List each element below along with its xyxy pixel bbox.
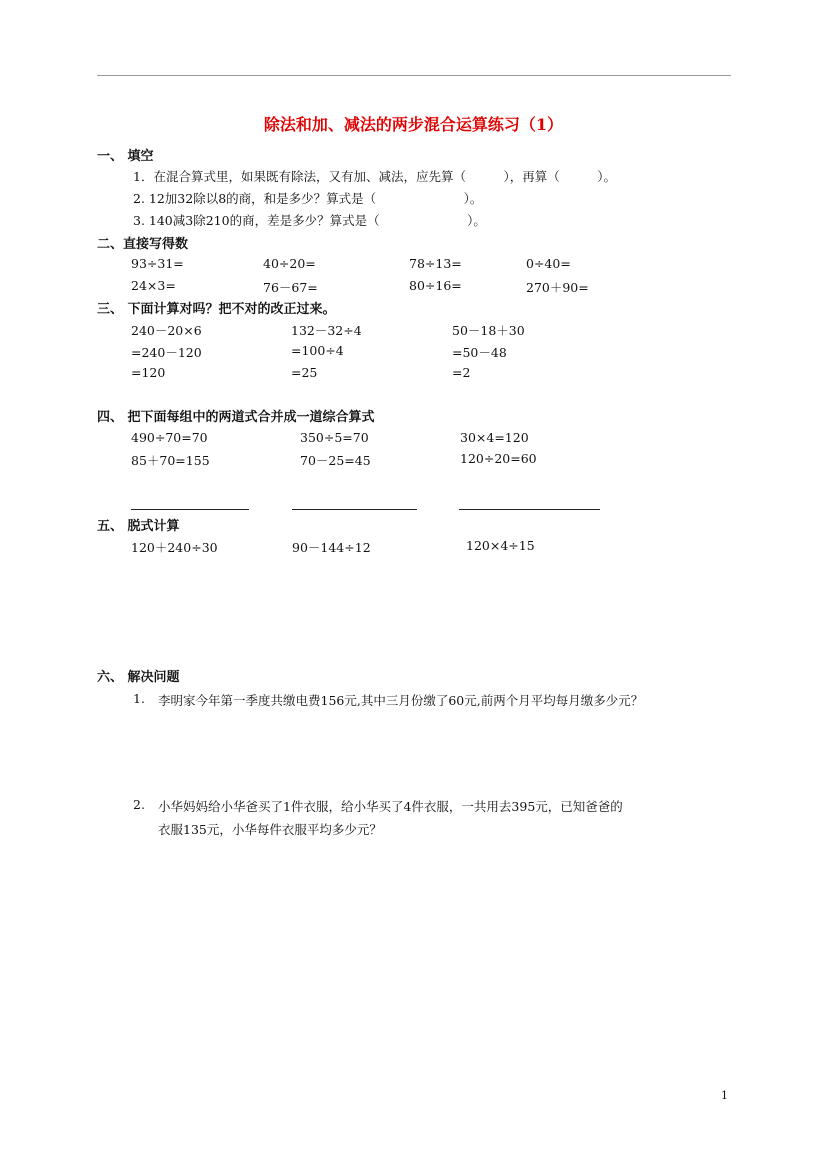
- check-calc-step: 240－20×6: [131, 323, 202, 338]
- answer-line: [131, 509, 249, 510]
- direct-answer-item: 40÷20=: [263, 256, 316, 271]
- step-calc-item: 120＋240÷30: [131, 540, 218, 555]
- check-calc-step: 50－18＋30: [452, 323, 525, 338]
- fill-blank-item-1: 1．在混合算式里，如果既有除法，又有加、减法，应先算（ ），再算（ ）。: [133, 169, 616, 184]
- section-heading-step-calc: 五、 脱式计算: [97, 519, 180, 534]
- fill-blank-item-3: 3. 140减3除210的商，差是多少？算式是（ ）。: [133, 213, 486, 228]
- step-calc-item: 120×4÷15: [466, 538, 535, 553]
- check-calc-step: =120: [131, 365, 166, 380]
- section-heading-direct-answer: 二、直接写得数: [97, 237, 189, 252]
- combine-item: 30×4=120: [460, 430, 529, 445]
- answer-line: [459, 509, 600, 510]
- check-calc-step: =240－120: [131, 345, 202, 360]
- check-calc-step: =2: [452, 365, 471, 380]
- check-calc-step: 132－32÷4: [291, 323, 362, 338]
- direct-answer-item: 93÷31=: [131, 256, 184, 271]
- combine-item: 490÷70=70: [131, 430, 208, 445]
- direct-answer-item: 0÷40=: [526, 256, 571, 271]
- check-calc-step: =25: [291, 365, 318, 380]
- problem-text: 小华妈妈给小华爸买了1件衣服，给小华买了4件衣服，一共用去395元，已知爸爸的: [158, 799, 623, 814]
- direct-answer-item: 76－67=: [263, 280, 318, 295]
- direct-answer-item: 24×3=: [131, 278, 176, 293]
- step-calc-item: 90－144÷12: [292, 540, 371, 555]
- section-heading-check-calc: 三、 下面计算对吗？把不对的改正过来。: [97, 302, 336, 317]
- check-calc-step: =100÷4: [291, 343, 344, 358]
- combine-item: 120÷20=60: [460, 451, 537, 466]
- problem-number: 2.: [133, 797, 145, 812]
- check-calc-step: =50－48: [452, 345, 507, 360]
- header-rule: [97, 75, 731, 76]
- fill-blank-item-2: 2. 12加32除以8的商，和是多少？算式是（ ）。: [133, 191, 483, 206]
- problem-text: 李明家今年第一季度共缴电费156元,其中三月份缴了60元,前两个月平均每月缴多少元？: [158, 693, 644, 708]
- combine-item: 350÷5=70: [300, 430, 369, 445]
- problem-number: 1.: [133, 691, 145, 706]
- answer-line: [292, 509, 417, 510]
- section-heading-fill-blank: 一、 填空: [97, 149, 154, 164]
- direct-answer-item: 80÷16=: [409, 278, 462, 293]
- section-heading-word-problems: 六、 解决问题: [97, 670, 180, 685]
- direct-answer-item: 270＋90=: [526, 280, 589, 295]
- direct-answer-item: 78÷13=: [409, 256, 462, 271]
- page-title: 除法和加、减法的两步混合运算练习（1）: [263, 115, 564, 134]
- page-number: 1: [721, 1089, 728, 1102]
- section-heading-combine: 四、 把下面每组中的两道式合并成一道综合算式: [97, 410, 375, 425]
- problem-text: 衣服135元，小华每件衣服平均多少元？: [158, 822, 382, 837]
- combine-item: 85＋70=155: [131, 453, 210, 468]
- combine-item: 70－25=45: [300, 453, 371, 468]
